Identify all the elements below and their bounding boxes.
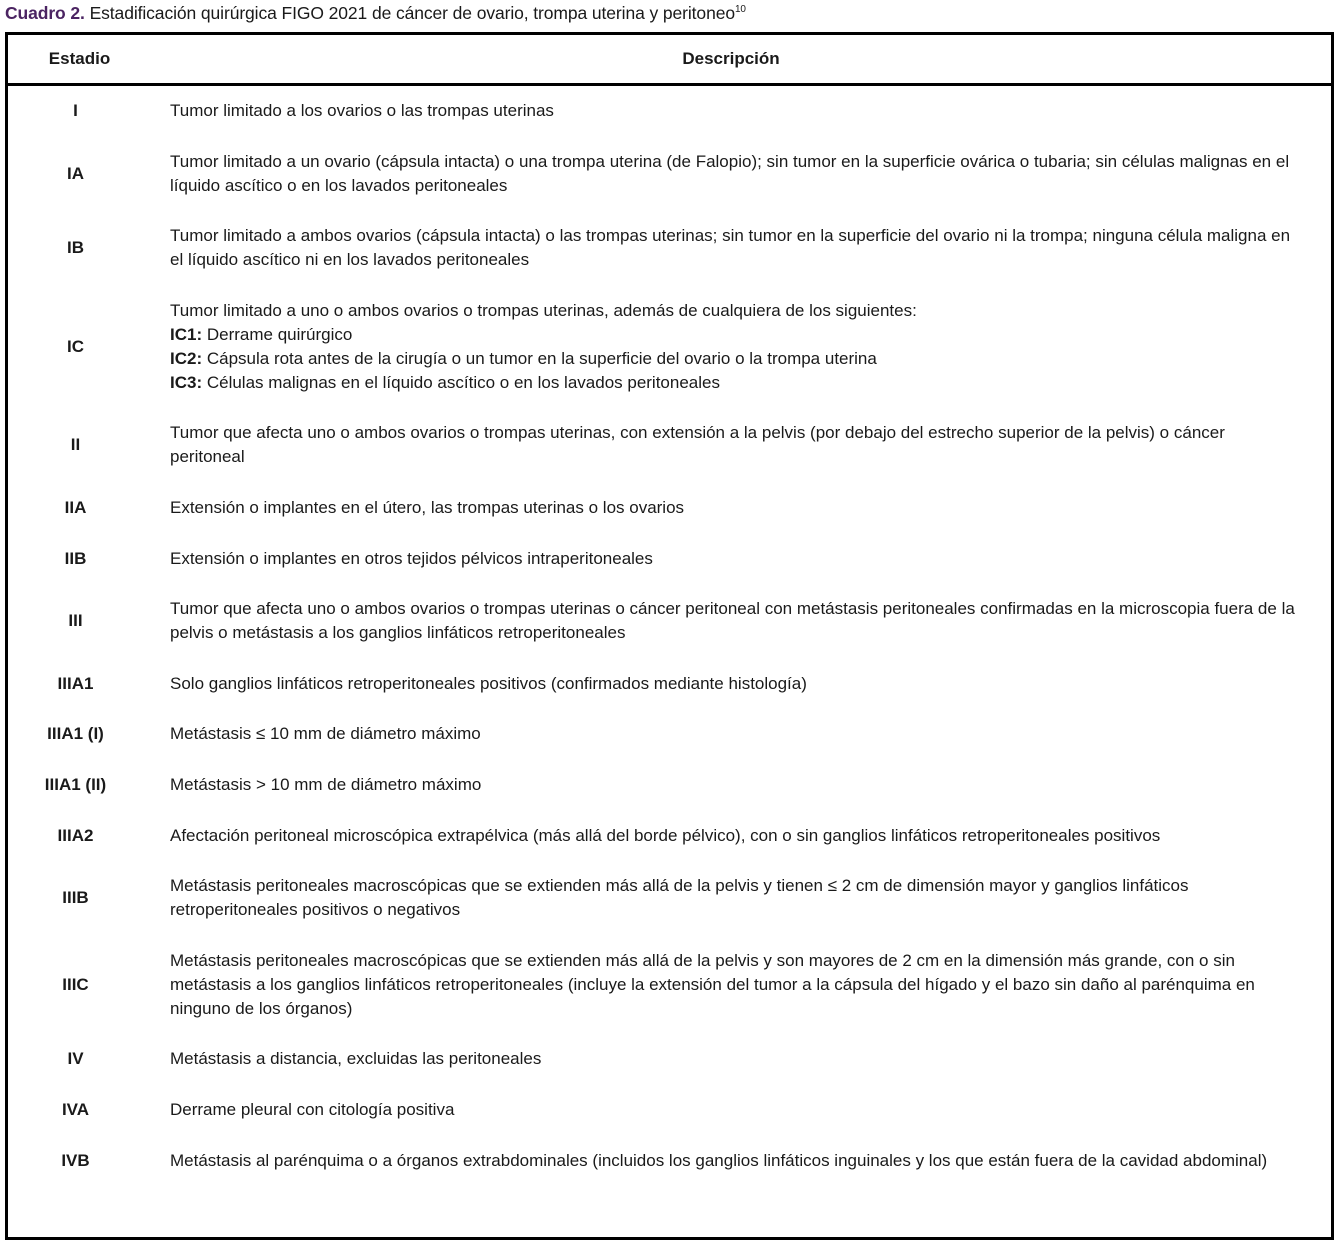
substage-text: Cápsula rota antes de la cirugía o un tumor en la superficie del ovario o la trompa uterina	[202, 348, 877, 368]
stage-cell: IV	[67, 1049, 84, 1069]
description-cell	[151, 408, 1331, 483]
description-text: Metástasis peritoneales macroscópicas que se extienden más allá de la pelvis y tienen ≤ 2 cm de dimensión mayor y ganglios linfáticos retroperitoneales positivos o negativos	[170, 876, 1189, 920]
table-caption	[5, 2, 746, 24]
table-row	[8, 936, 1331, 1035]
header-description: Descripción	[151, 35, 1331, 85]
description-cell	[151, 1136, 1331, 1187]
description-cell	[151, 709, 1331, 760]
substage-label: IC2:	[170, 348, 203, 368]
description-text: Afectación peritoneal microscópica extrapélvica (más allá del borde pélvico), con o sin ganglios linfáticos retroperitoneales positivos	[170, 825, 1161, 845]
substage-label: IC3:	[170, 372, 203, 392]
stage-cell: IIIA1 (II)	[44, 774, 107, 794]
table-row	[8, 811, 1331, 862]
description-cell	[151, 1085, 1331, 1136]
description-cell	[151, 534, 1331, 585]
table-row	[8, 85, 1331, 137]
table-row	[8, 1136, 1331, 1187]
description-text: Tumor limitado a uno o ambos ovarios o trompas uterinas, además de cualquiera de los siguientes:	[170, 300, 917, 320]
description-cell	[151, 137, 1331, 212]
description-text: Solo ganglios linfáticos retroperitoneales positivos (confirmados mediante histología)	[170, 673, 807, 693]
stage-cell: IIA	[64, 497, 87, 517]
description-cell	[151, 85, 1331, 137]
table-row	[8, 659, 1331, 710]
description-cell	[151, 760, 1331, 811]
description-cell	[151, 861, 1331, 936]
description-cell	[151, 211, 1331, 286]
description-cell	[151, 659, 1331, 710]
table-row	[8, 1085, 1331, 1136]
table-row	[8, 760, 1331, 811]
stage-cell: III	[68, 611, 83, 631]
table-row	[8, 709, 1331, 760]
stage-cell: IVB	[61, 1150, 90, 1170]
table-row	[8, 286, 1331, 409]
header-stage: Estadio	[8, 35, 151, 85]
description-text: Tumor que afecta uno o ambos ovarios o trompas uterinas, con extensión a la pelvis (por debajo del estrecho superior de la pelvis) o cáncer peritoneal	[170, 423, 1225, 467]
stage-cell: IIIA2	[57, 825, 94, 845]
description-text: Metástasis al parénquima o a órganos extrabdominales (incluidos los ganglios linfáticos inguinales y los que están fuera de la cavidad abdominal)	[170, 1150, 1268, 1170]
description-cell	[151, 936, 1331, 1035]
description-cell	[151, 1034, 1331, 1085]
description-cell	[151, 483, 1331, 534]
description-text: Metástasis > 10 mm de diámetro máximo	[170, 774, 482, 794]
stage-cell: IIIA1	[57, 673, 94, 693]
table-row	[8, 534, 1331, 585]
caption-label: Cuadro 2.	[5, 3, 85, 23]
table-row	[8, 861, 1331, 936]
description-cell	[151, 811, 1331, 862]
description-text: Extensión o implantes en otros tejidos pélvicos intraperitoneales	[170, 548, 653, 568]
table-row	[8, 584, 1331, 659]
caption-text: Estadificación quirúrgica FIGO 2021 de cáncer de ovario, trompa uterina y peritoneo	[84, 3, 735, 23]
stage-cell: IIIC	[62, 974, 89, 994]
description-text: Tumor limitado a un ovario (cápsula intacta) o una trompa uterina (de Falopio); sin tumor en la superficie ovárica o tubaria; sin células malignas en el líquido ascítico o en los lavados peritoneales	[170, 151, 1290, 195]
description-text: Derrame pleural con citología positiva	[170, 1099, 455, 1119]
stage-cell: IVA	[61, 1099, 90, 1119]
table-header-row	[8, 35, 1331, 85]
stage-cell: IB	[67, 238, 84, 258]
description-cell	[151, 286, 1331, 409]
caption-reference: 10	[734, 4, 746, 15]
substage-item	[170, 323, 1303, 347]
substage-label: IC1:	[170, 324, 203, 344]
stage-cell: I	[73, 101, 78, 120]
description-text: Tumor limitado a ambos ovarios (cápsula intacta) o las trompas uterinas; sin tumor en la superficie del ovario ni la trompa; ninguna célula maligna en el líquido ascítico ni en los lavados peritoneales	[170, 226, 1291, 270]
table-body	[8, 85, 1331, 1187]
description-cell	[151, 584, 1331, 659]
table-row	[8, 483, 1331, 534]
substage-text: Células malignas en el líquido ascítico o en los lavados peritoneales	[202, 372, 720, 392]
substage-text: Derrame quirúrgico	[202, 324, 353, 344]
description-text: Metástasis peritoneales macroscópicas que se extienden más allá de la pelvis y son mayores de 2 cm en la dimensión más grande, con o sin metástasis a los ganglios linfáticos retroperitoneales (incluye la extensión del tumor a la cápsula del hígado y el bazo sin daño al parénquima en ninguno de los órganos)	[170, 950, 1255, 1018]
staging-table-container	[5, 32, 1334, 1240]
description-text: Tumor limitado a los ovarios o las trompas uterinas	[170, 101, 554, 120]
table-row	[8, 211, 1331, 286]
description-text: Extensión o implantes en el útero, las trompas uterinas o los ovarios	[170, 497, 685, 517]
table-row	[8, 408, 1331, 483]
stage-cell: IA	[67, 163, 84, 183]
table-row	[8, 137, 1331, 212]
stage-cell: IIIB	[62, 888, 89, 908]
stage-cell: II	[70, 435, 81, 455]
description-text: Tumor que afecta uno o ambos ovarios o trompas uterinas o cáncer peritoneal con metástasis peritoneales confirmadas en la microscopia fuera de la pelvis o metástasis a los ganglios linfáticos retroperitoneales	[170, 599, 1295, 643]
substage-item	[170, 347, 1303, 371]
description-text: Metástasis ≤ 10 mm de diámetro máximo	[170, 724, 481, 744]
substage-item	[170, 371, 1303, 395]
stage-cell: IC	[67, 336, 84, 356]
table-row	[8, 1034, 1331, 1085]
staging-table	[8, 35, 1331, 1186]
stage-cell: IIIA1 (I)	[47, 724, 104, 744]
stage-cell: IIB	[64, 548, 87, 568]
description-text: Metástasis a distancia, excluidas las peritoneales	[170, 1049, 542, 1069]
